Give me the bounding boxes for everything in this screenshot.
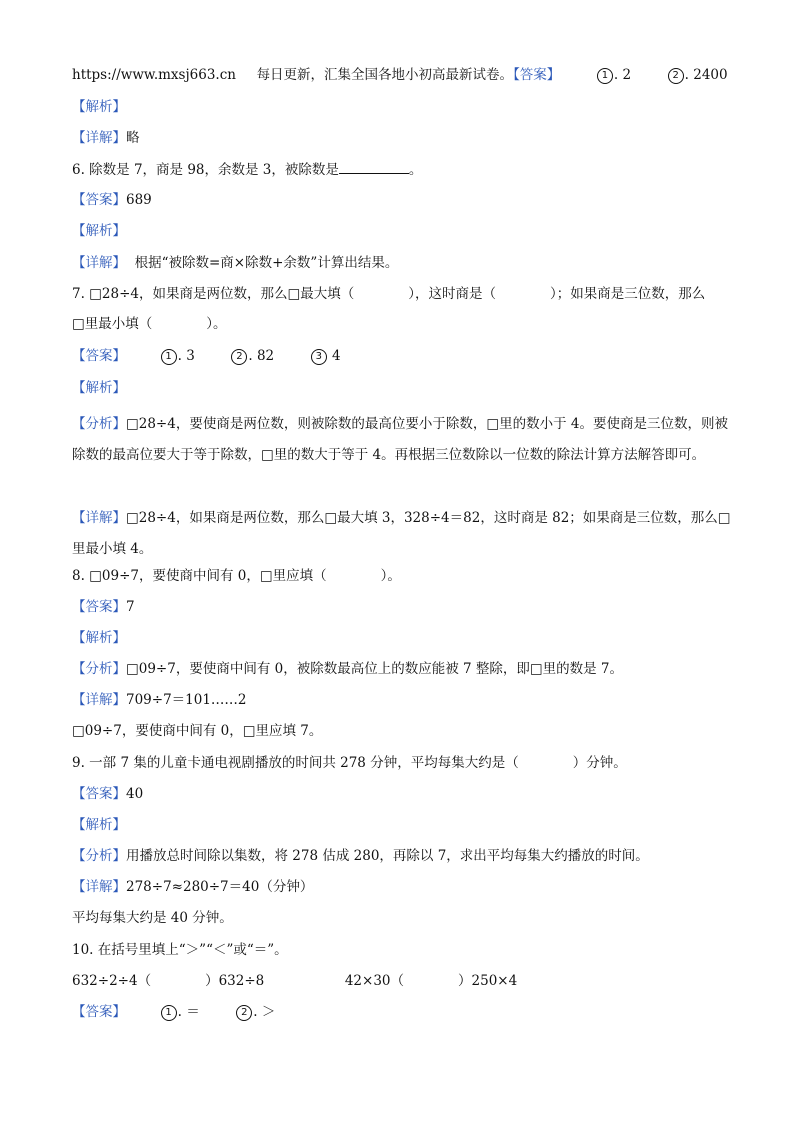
answer-text: 689 [126, 192, 152, 208]
answer-tag: 【答案】 [72, 599, 126, 615]
jiexi-line [72, 815, 734, 835]
fenxi-tag: 【分析】 [72, 848, 126, 864]
answer-value: 82 [256, 348, 275, 364]
detail-tag: 【详解】 [72, 879, 126, 895]
detail-line [72, 128, 734, 148]
answer-value: ＝ [186, 1004, 200, 1020]
detail-tag: 【详解】 [72, 510, 126, 526]
question-text: 9. 一部 7 集的儿童卡通电视剧播放的时间共 278 分钟，平均每集大约是（ ）分钟。 [72, 755, 627, 771]
analysis-tag: 【解析】 [72, 99, 126, 115]
answer-tag: 【答案】 [72, 348, 126, 364]
detail-text: 709÷7＝101……2 [126, 692, 247, 708]
answer-text: 7 [126, 599, 135, 615]
analysis-block [72, 409, 734, 471]
question-10 [72, 940, 734, 960]
question-7-line1 [72, 284, 734, 304]
analysis-tag: 【解析】 [72, 223, 126, 239]
question-6 [72, 159, 734, 180]
fenxi-tag: 【分析】 [72, 661, 126, 677]
detail-block [72, 503, 734, 565]
question-text: □里最小填（ ）。 [72, 316, 227, 332]
circled-number-3: 3 [311, 349, 327, 365]
expression-2: 42×30（ ）250×4 [344, 973, 518, 989]
answer-line [72, 190, 734, 210]
circled-number-2: 2 [668, 68, 684, 84]
answer-value: 3 [186, 348, 195, 364]
detail-text: 略 [126, 130, 140, 146]
detail-tag: 【详解】 [72, 255, 126, 271]
answer-line: 【答案】 1 . ＝ 2 . ＞ [72, 1004, 276, 1020]
analysis-text: □28÷4，要使商是两位数，则被除数的最高位要小于除数，□里的数小于 4。要使商是三位数，则被除数的最高位要大于等于除数，□里的数大于等于 4。再根据三位数除以一位数的除法计算方法解答即可。 [72, 416, 728, 463]
answer-line [72, 597, 734, 617]
answer-tag: 【答案】 [72, 786, 126, 802]
slogan: 每日更新，汇集全国各地小初高最新试卷。 [256, 67, 514, 83]
detail-line [72, 690, 734, 710]
detail-line [72, 877, 734, 897]
answer-value: . 2400 [684, 67, 728, 83]
answer-value: 4 [332, 348, 341, 364]
circled-number-1: 1 [161, 1005, 177, 1021]
question-8 [72, 566, 734, 586]
analysis-line [72, 846, 734, 866]
detail-line [72, 253, 734, 273]
detail-text: 278÷7≈280÷7＝40（分钟） [126, 879, 314, 895]
circled-number-2: 2 [236, 1005, 252, 1021]
jiexi-line [72, 628, 734, 648]
question-10-expressions [72, 971, 734, 991]
analysis-line [72, 659, 734, 679]
analysis-text: □09÷7，要使商中间有 0，被除数最高位上的数应能被 7 整除，即□里的数是 7。 [126, 661, 624, 677]
answer-text: 40 [126, 786, 144, 802]
answer-tag: 【答案】 [72, 192, 126, 208]
circled-number-1: 1 [597, 68, 613, 84]
extra-line [72, 721, 734, 741]
question-7-line2 [72, 314, 734, 334]
jiexi-line [72, 378, 734, 398]
source-url[interactable]: https://www.mxsj663.cn [72, 67, 236, 83]
fenxi-tag: 【分析】 [72, 416, 126, 432]
question-9 [72, 753, 734, 773]
detail-tag: 【详解】 [72, 130, 126, 146]
header-line [72, 65, 734, 85]
analysis-tag: 【解析】 [72, 380, 126, 396]
answer-blank [339, 159, 409, 174]
extra-line [72, 908, 734, 928]
analysis-tag: 【解析】 [72, 630, 126, 646]
question-text: 10. 在括号里填上“＞”“＜”或“＝”。 [72, 942, 288, 958]
question-text: 。 [408, 162, 423, 178]
detail-text: 根据“被除数=商×除数+余数”计算出结果。 [126, 255, 399, 271]
jiexi-line [72, 97, 734, 117]
extra-text: 平均每集大约是 40 分钟。 [72, 910, 233, 926]
answer-line: 【答案】 1 . 3 2 . 82 3 4 [72, 348, 341, 364]
question-text: 6. 除数是 7，商是 98，余数是 3，被除数是 [72, 162, 339, 178]
detail-text: □28÷4，如果商是两位数，那么□最大填 3，328÷4＝82，这时商是 82；如果商是三位数，那么□里最小填 4。 [72, 510, 731, 557]
extra-text: □09÷7，要使商中间有 0，□里应填 7。 [72, 723, 323, 739]
question-text: 7. □28÷4，如果商是两位数，那么□最大填（ ），这时商是（ ）；如果商是三位数，那么 [72, 286, 706, 302]
question-text: 8. □09÷7，要使商中间有 0，□里应填（ ）。 [72, 568, 401, 584]
expression-1: 632÷2÷4（ ）632÷8 [72, 973, 265, 989]
answer-value: . 2 [613, 67, 632, 83]
analysis-text: 用播放总时间除以集数，将 278 估成 280，再除以 7，求出平均每集大约播放的时间。 [126, 848, 649, 864]
detail-tag: 【详解】 [72, 692, 126, 708]
jiexi-line [72, 221, 734, 241]
analysis-tag: 【解析】 [72, 817, 126, 833]
answer-value: ＞ [261, 1004, 276, 1020]
answer-tag: 【答案】 [513, 67, 561, 83]
answer-tag: 【答案】 [72, 1004, 126, 1020]
circled-number-2: 2 [231, 349, 247, 365]
circled-number-1: 1 [161, 349, 177, 365]
answer-line [72, 784, 734, 804]
